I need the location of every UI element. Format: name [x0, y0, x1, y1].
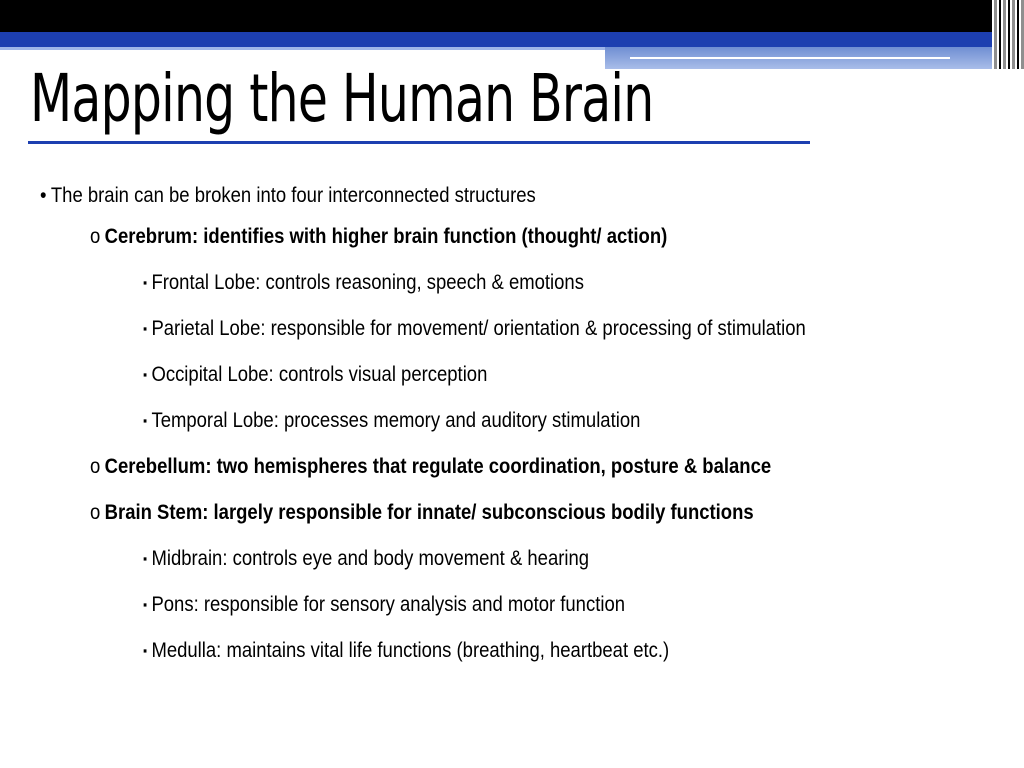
square-marker: ▪ — [143, 643, 148, 658]
section-heading-text: Brain Stem: largely responsible for innate/ subconscious bodily functions — [104, 501, 754, 524]
section-heading-brain-stem — [90, 500, 754, 526]
section-heading-text: Cerebellum: two hemispheres that regulate coordination, posture & balance — [104, 455, 772, 478]
square-marker: ▪ — [143, 413, 148, 428]
list-item — [143, 638, 669, 666]
list-item-text: Frontal Lobe: controls reasoning, speech & emotions — [151, 271, 584, 294]
list-item-text: Medulla: maintains vital life functions (breathing, heartbeat etc.) — [151, 639, 670, 662]
section-heading-text: Cerebrum: identifies with higher brain function (thought/ action) — [104, 225, 668, 248]
list-item-text: Temporal Lobe: processes memory and auditory stimulation — [151, 409, 641, 432]
list-item-text: Midbrain: controls eye and body movement & hearing — [151, 547, 590, 570]
bullet-marker: • — [40, 184, 47, 207]
slide-title: Mapping the Human Brain — [30, 60, 654, 137]
header-white-line — [630, 57, 950, 59]
circle-marker: o — [90, 225, 101, 248]
header-blue-band — [0, 32, 1024, 47]
title-underline — [28, 141, 810, 144]
square-marker: ▪ — [143, 275, 148, 290]
square-marker: ▪ — [143, 367, 148, 382]
intro-bullet — [40, 183, 536, 209]
circle-marker: o — [90, 455, 101, 478]
square-marker: ▪ — [143, 551, 148, 566]
header-black-bar — [0, 0, 1024, 32]
list-item — [143, 546, 589, 574]
header-light-line — [0, 47, 605, 50]
list-item — [143, 270, 584, 298]
list-item-text: Pons: responsible for sensory analysis and motor function — [151, 593, 626, 616]
square-marker: ▪ — [143, 597, 148, 612]
list-item — [143, 592, 625, 620]
circle-marker: o — [90, 501, 101, 524]
intro-text: The brain can be broken into four interconnected structures — [50, 184, 536, 207]
section-heading-cerebellum — [90, 454, 771, 480]
section-heading-cerebrum — [90, 224, 667, 250]
list-item-text: Parietal Lobe: responsible for movement/ orientation & processing of stimulation — [151, 317, 806, 340]
corner-stripes-decoration — [992, 0, 1024, 69]
list-item — [143, 316, 806, 344]
list-item-text: Occipital Lobe: controls visual perception — [151, 363, 488, 386]
list-item — [143, 408, 640, 436]
square-marker: ▪ — [143, 321, 148, 336]
list-item — [143, 362, 487, 390]
